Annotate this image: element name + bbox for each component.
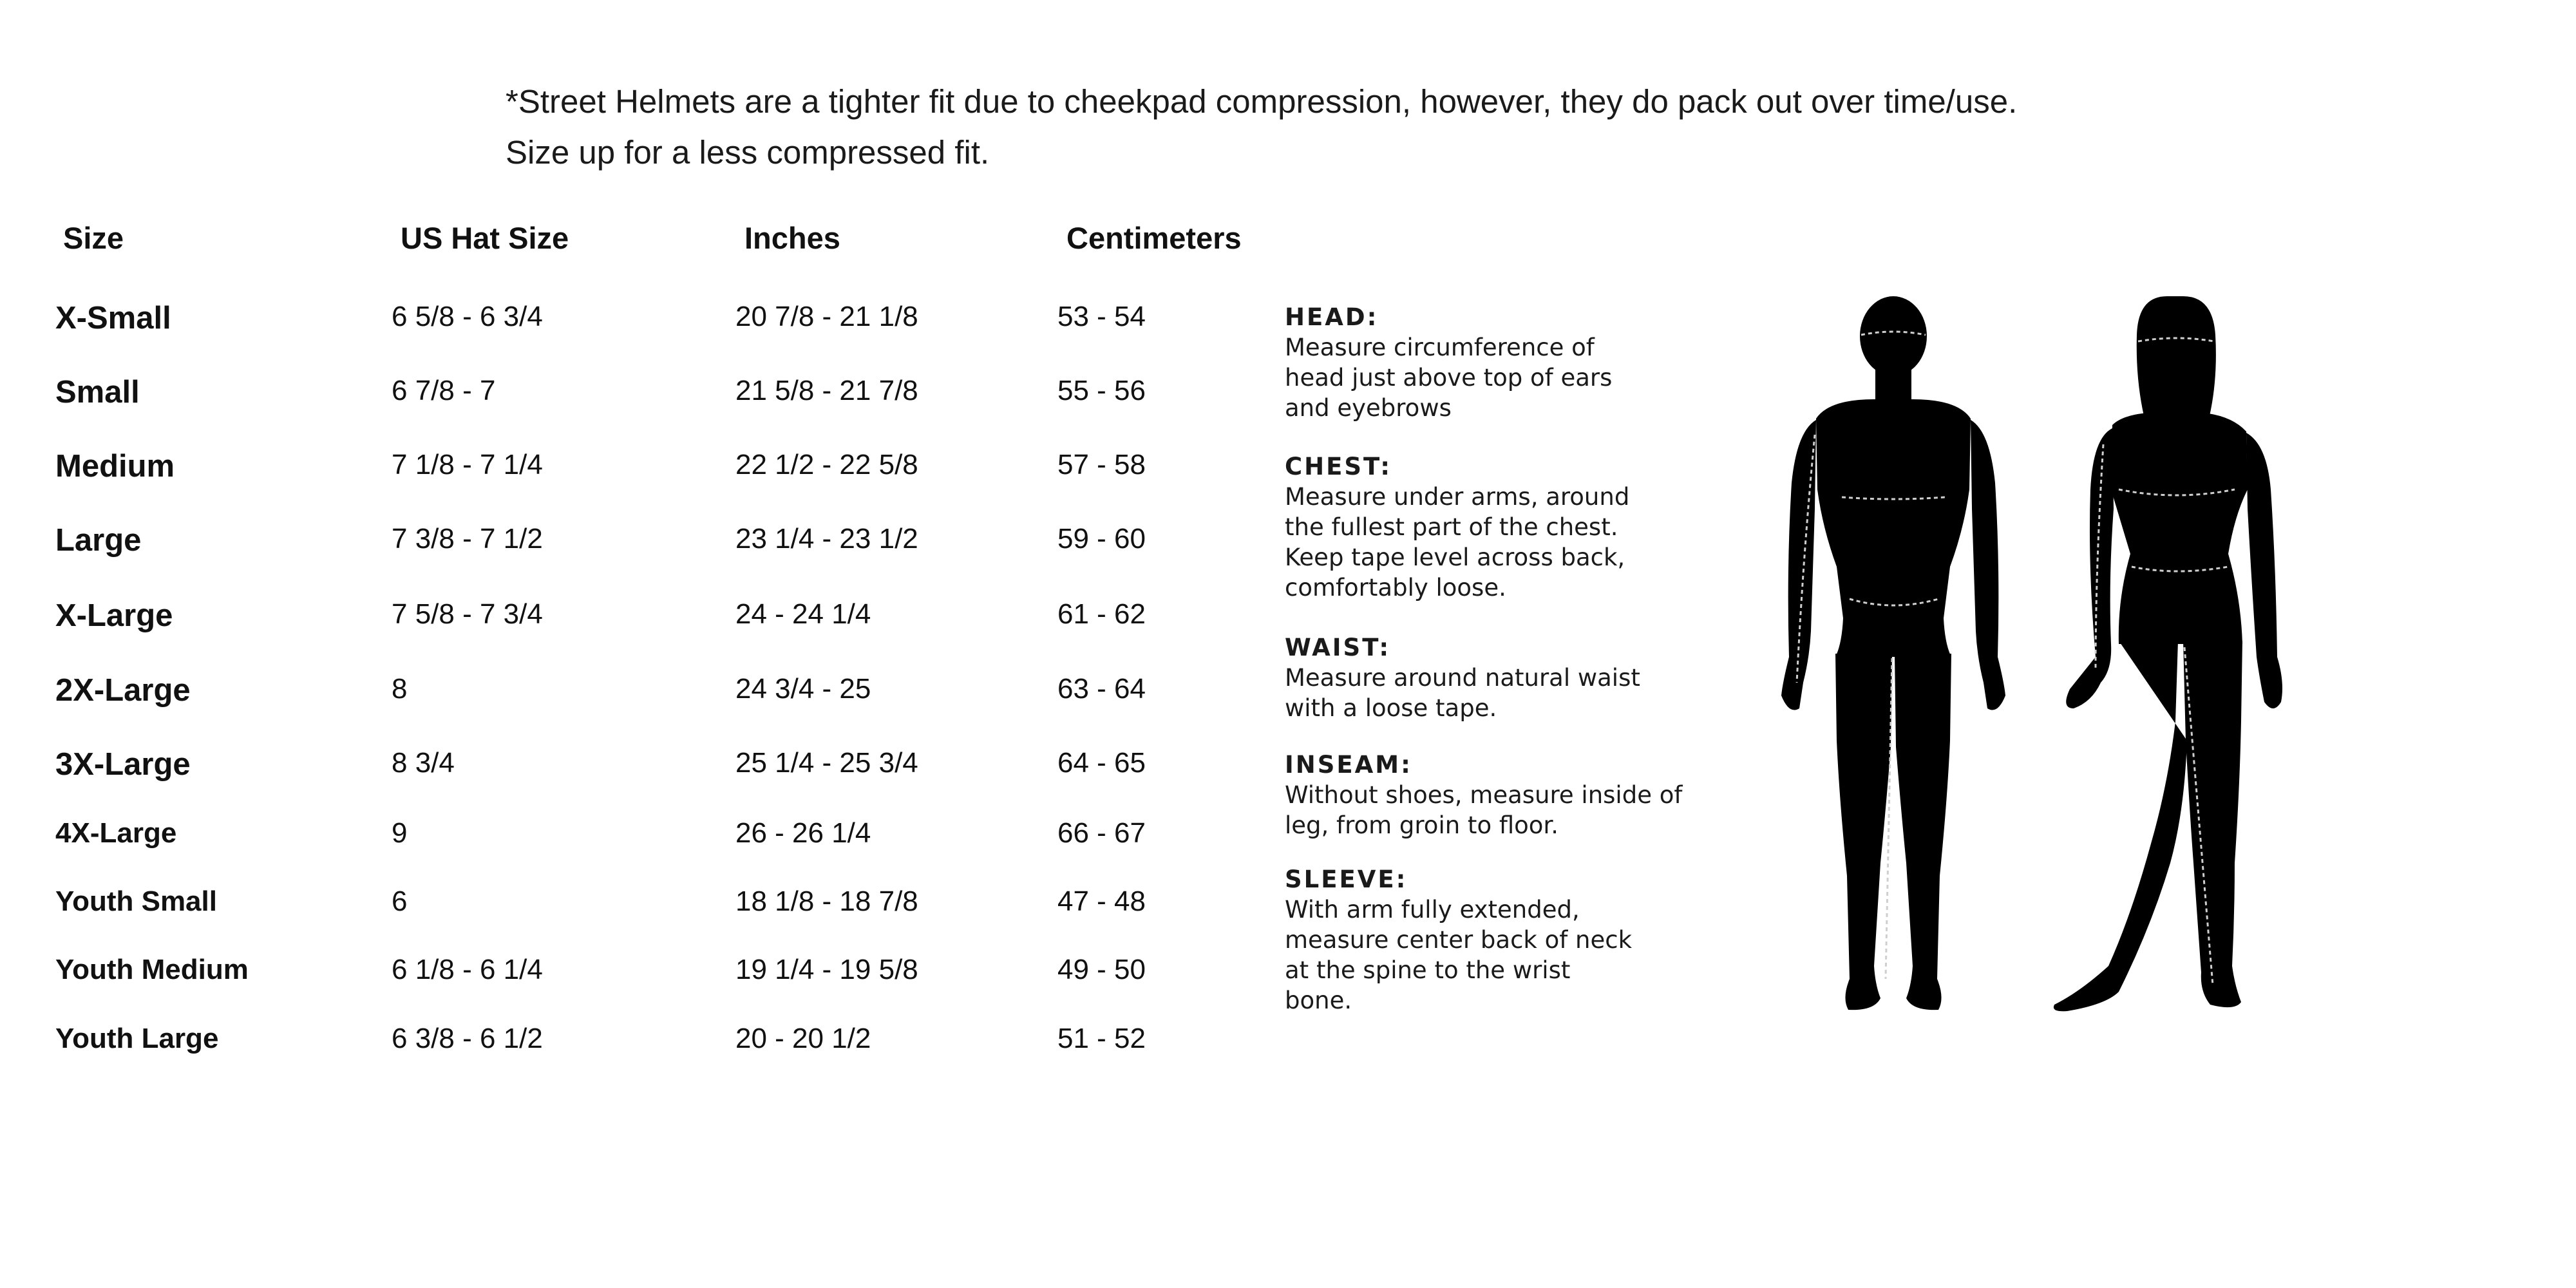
table-row	[0, 1025, 1224, 1063]
fit-note-line-1: *Street Helmets are a tighter fit due to cheekpad compression, however, they do pack out over time/use.	[506, 83, 2018, 120]
inches-cell: 23 1/4 - 23 1/2	[735, 523, 918, 554]
header-size: Size	[63, 221, 124, 255]
inches-cell: 20 7/8 - 21 1/8	[735, 301, 918, 332]
guide-head	[1285, 303, 1723, 423]
header-us-hat-size: US Hat Size	[401, 221, 569, 255]
guide-inseam	[1285, 750, 1723, 840]
centimeters-cell: 47 - 48	[1057, 886, 1146, 917]
size-cell: Youth Small	[55, 886, 217, 917]
hat-size-cell: 6 7/8 - 7	[392, 375, 496, 406]
inches-cell: 21 5/8 - 21 7/8	[735, 375, 918, 406]
inches-cell: 26 - 26 1/4	[735, 817, 871, 849]
inches-cell: 24 3/4 - 25	[735, 673, 871, 705]
size-cell: 2X-Large	[55, 673, 191, 708]
size-cell: X-Large	[55, 598, 173, 633]
table-row	[0, 956, 1224, 994]
hat-size-cell: 9	[392, 817, 408, 849]
guide-text: Without shoes, measure inside of leg, from groin to floor.	[1285, 781, 1683, 840]
hat-size-cell: 6 1/8 - 6 1/4	[392, 954, 543, 985]
table-row	[0, 675, 1224, 714]
guide-title: INSEAM:	[1285, 751, 1412, 779]
table-row	[0, 749, 1224, 788]
hat-size-cell: 6	[392, 886, 408, 917]
size-cell: Youth Medium	[55, 954, 249, 985]
guide-title: CHEST:	[1285, 453, 1392, 480]
guide-text: Measure around natural waist with a loose tape.	[1285, 664, 1640, 723]
hat-size-cell: 6 3/8 - 6 1/2	[392, 1023, 543, 1054]
centimeters-cell: 59 - 60	[1057, 523, 1146, 554]
centimeters-cell: 64 - 65	[1057, 747, 1146, 779]
header-centimeters: Centimeters	[1066, 221, 1242, 255]
hat-size-cell: 8 3/4	[392, 747, 455, 779]
inches-cell: 24 - 24 1/4	[735, 598, 871, 630]
table-row	[0, 600, 1224, 639]
fit-note-line-2: Size up for a less compressed fit.	[506, 134, 990, 171]
table-row	[0, 377, 1224, 415]
size-cell: Youth Large	[55, 1023, 219, 1054]
guide-waist	[1285, 633, 1723, 723]
centimeters-cell: 66 - 67	[1057, 817, 1146, 849]
guide-title: SLEEVE:	[1285, 866, 1408, 893]
hat-size-cell: 7 5/8 - 7 3/4	[392, 598, 543, 630]
size-cell: Medium	[55, 449, 175, 484]
inches-cell: 19 1/4 - 19 5/8	[735, 954, 918, 985]
table-row	[0, 525, 1224, 564]
hat-size-cell: 7 3/8 - 7 1/2	[392, 523, 543, 554]
guide-text: With arm fully extended, measure center back of neck at the spine to the wrist bone.	[1285, 896, 1633, 1015]
guide-text: Measure circumference of head just above top of ears and eyebrows	[1285, 334, 1613, 422]
centimeters-cell: 57 - 58	[1057, 449, 1146, 480]
table-row	[0, 303, 1224, 341]
inches-cell: 25 1/4 - 25 3/4	[735, 747, 918, 779]
guide-sleeve	[1285, 865, 1723, 1016]
guide-title: WAIST:	[1285, 634, 1391, 661]
inches-cell: 22 1/2 - 22 5/8	[735, 449, 918, 480]
size-cell: 4X-Large	[55, 817, 177, 849]
table-row	[0, 819, 1224, 858]
guide-title: HEAD:	[1285, 303, 1379, 331]
centimeters-cell: 55 - 56	[1057, 375, 1146, 406]
centimeters-cell: 51 - 52	[1057, 1023, 1146, 1054]
hat-size-cell: 7 1/8 - 7 1/4	[392, 449, 543, 480]
male-silhouette-icon	[1777, 296, 2009, 1018]
header-inches: Inches	[744, 221, 840, 255]
table-row	[0, 451, 1224, 489]
size-cell: X-Small	[55, 301, 171, 336]
size-cell: 3X-Large	[55, 747, 191, 782]
guide-text: Measure under arms, around the fullest part of the chest. Keep tape level across back, comfortably loose.	[1285, 483, 1630, 602]
hat-size-cell: 8	[392, 673, 408, 705]
size-cell: Large	[55, 523, 142, 558]
table-row	[0, 887, 1224, 926]
inches-cell: 20 - 20 1/2	[735, 1023, 871, 1054]
centimeters-cell: 63 - 64	[1057, 673, 1146, 705]
inches-cell: 18 1/8 - 18 7/8	[735, 886, 918, 917]
size-cell: Small	[55, 375, 140, 410]
centimeters-cell: 61 - 62	[1057, 598, 1146, 630]
hat-size-cell: 6 5/8 - 6 3/4	[392, 301, 543, 332]
guide-chest	[1285, 452, 1723, 603]
centimeters-cell: 53 - 54	[1057, 301, 1146, 332]
female-silhouette-icon	[2041, 296, 2363, 1018]
centimeters-cell: 49 - 50	[1057, 954, 1146, 985]
